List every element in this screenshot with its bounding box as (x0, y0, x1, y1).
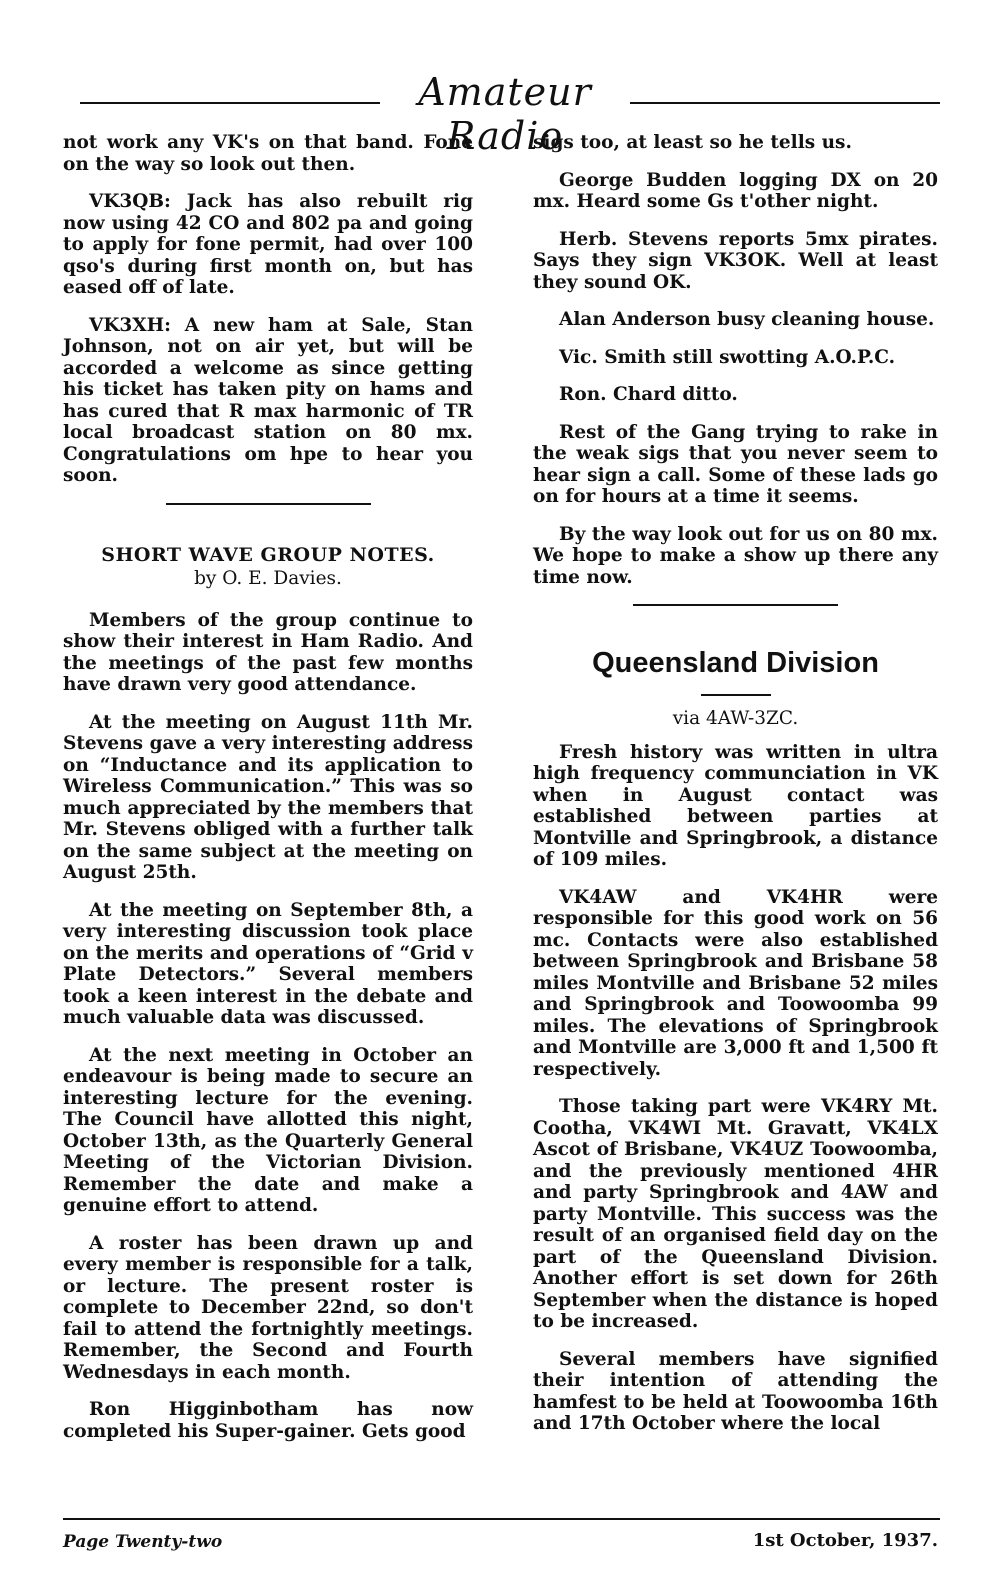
masthead-rule-right (630, 102, 940, 104)
paragraph: By the way look out for us on 80 mx. We hope to make a show up there any time now. (533, 523, 938, 588)
page-number: Page Twenty-two (63, 1532, 223, 1552)
paragraph: Fresh history was written in ultra high frequency communciation in VK when in August contact was established between parties at Montville and Springbrook, a distance of 109 miles. (533, 741, 938, 870)
paragraph: At the meeting on August 11th Mr. Stevens gave a very interesting address on “Inductance and its application to Wireless Communication.” This was so much appreciated by the members that Mr. Stevens obliged with a further talk on the same subject at the meeting on August 25th. (63, 711, 473, 883)
masthead-rule-left (80, 102, 380, 104)
paragraph: Rest of the Gang trying to rake in the weak sigs that you never seem to hear sign a call. Some of these lads go on for hours at a time it seems. (533, 421, 938, 507)
section-divider (166, 503, 371, 505)
paragraph: Ron Higginbotham has now completed his Super-gainer. Gets good (63, 1399, 473, 1442)
paragraph: sigs too, at least so he tells us. (533, 132, 852, 153)
paragraph: Vic. Smith still swotting A.O.P.C. (559, 346, 896, 368)
publication-title: Amateur Radio (418, 70, 592, 158)
section-title: SHORT WAVE GROUP NOTES. (101, 543, 435, 566)
section-title: Queensland Division (592, 647, 879, 679)
paragraph: At the meeting on September 8th, a very interesting discussion took place on the merits and operations of “Grid v Plate Detectors.” Several members took a keen interest in the debate and much valuable data was discussed. (63, 899, 473, 1028)
paragraph: Herb. Stevens reports 5mx pirates. Says they sign VK3OK. Well at least they sound OK. (533, 228, 938, 293)
left-column (63, 132, 473, 1458)
paragraph: A roster has been drawn up and every member is responsible for a talk, or lecture. The present roster is complete to December 22nd, so don't fail to attend the fortnightly meetings. Remember, the Second and Fourth Wednesdays in each month. (63, 1232, 473, 1383)
paragraph: Alan Anderson busy cleaning house. (559, 309, 935, 330)
paragraph: VK4AW and VK4HR were responsible for this good work on 56 mc. Contacts were also established between Springbrook and Brisbane 58 miles Montville and Brisbane 52 miles and Springbrook and Toowoomba 99 miles. The elevations of Springbrook and Montville are 3,000 ft and 1,500 ft respectively. (533, 886, 938, 1080)
title-underline (701, 694, 771, 696)
issue-date: 1st October, 1937. (752, 1530, 938, 1551)
paragraph: George Budden logging DX on 20 mx. Heard some Gs t'other night. (533, 169, 938, 212)
paragraph: At the next meeting in October an endeavour is being made to secure an interesting lecture for the evening. The Council have allotted this night, October 13th, as the Quarterly General Meeting of the Victorian Division. Remember the date and make a genuine effort to attend. (63, 1044, 473, 1216)
paragraph: not work any VK's on that band. Fone on the way so look out then. (63, 132, 473, 175)
right-column (533, 132, 938, 1451)
section-divider (633, 604, 838, 606)
byline: via 4AW-3ZC. (672, 708, 799, 729)
paragraph: Those taking part were VK4RY Mt. Cootha, VK4WI Mt. Gravatt, VK4LX Ascot of Brisbane, VK4UZ Toowoomba, and the previously mentioned 4HR and party Springbrook and 4AW and party Montville. This success was the result of an organised field day on the part of the Queensland Division. Another effort is set down for 26th September when the distance is hoped to be increased. (533, 1096, 938, 1332)
paragraph: Ron. Chard ditto. (559, 384, 738, 405)
paragraph: Several members have signified their intention of attending the hamfest to be held at Toowoomba 16th and 17th October where the local (533, 1348, 938, 1434)
paragraph: VK3XH: A new ham at Sale, Stan Johnson, not on air yet, but will be accorded a welcome as since getting his ticket has taken pity on hams and has cured that R max harmonic of TR local broadcast station on 80 mx. Congratulations om hpe to hear you soon. (63, 314, 473, 486)
footer-rule (63, 1518, 940, 1520)
paragraph: Members of the group continue to show their interest in Ham Radio. And the meetings of the past few months have drawn very good attendance. (63, 609, 473, 695)
paragraph: VK3QB: Jack has also rebuilt rig now using 42 CO and 802 pa and going to apply for fone permit, had over 100 qso's during first month on, but has eased off of late. (63, 191, 473, 298)
byline: by O. E. Davies. (194, 568, 342, 589)
